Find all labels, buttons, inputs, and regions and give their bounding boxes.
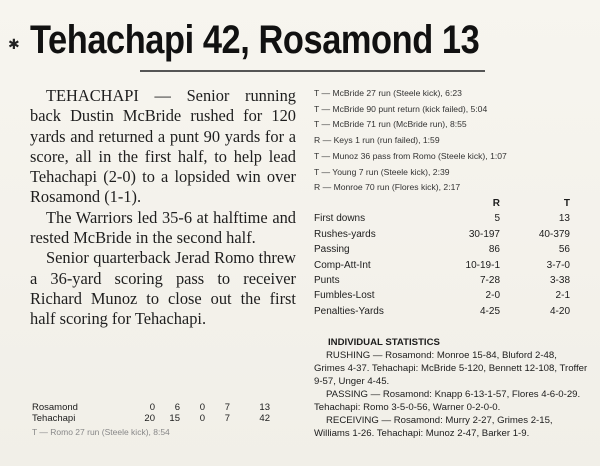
receiving-stats: RECEIVING — Rosamond: Murry 2-27, Grimes 2-15, Williams 1-26. Tehachapi: Munoz 2-47, Barker 1-9.	[314, 415, 553, 439]
scoring-play: R — Monroe 70 run (Flores kick), 2:17	[314, 182, 461, 193]
scoring-summary	[314, 86, 596, 196]
story-body	[30, 86, 296, 330]
rushing-stats: RUSHING — Rosamond: Monroe 15-84, Bluford 2-48, Grimes 4-37. Tehachapi: McBride 5-120, Bennett 12-108, Troffer 9-57, Unger 4-45.	[314, 350, 588, 387]
individual-stats-title: INDIVIDUAL STATISTICS	[328, 337, 440, 348]
scoring-play: T — McBride 90 punt return (kick failed), 5:04	[314, 103, 488, 114]
linescore-q1: 0	[149, 402, 155, 413]
linescore-team: Tehachapi	[32, 413, 76, 424]
linescore-total: 42	[259, 413, 270, 424]
linescore-total: 13	[259, 402, 270, 413]
story-paragraph: TEHACHAPI — Senior running back Dustin McBride rushed for 120 yards and returned a punt 90 yards for a score, all in the first half, to help lead Tehachapi (2-0) to a lopsided win over Rosamond (1-1).	[30, 86, 296, 207]
scoring-play: T — McBride 27 run (Steele kick), 6:23	[314, 88, 462, 98]
column-header-r: R	[492, 198, 500, 209]
individual-stats	[314, 336, 590, 440]
linescore	[32, 402, 298, 438]
linescore-q4: 7	[224, 402, 230, 413]
column-header-t: T	[563, 198, 570, 209]
linescore-row	[32, 402, 298, 413]
team-stats-row: Rushes-yards 30-197 40-379	[314, 228, 570, 240]
team-stats-row: Passing 86 56	[314, 244, 570, 256]
team-stats-table	[314, 196, 584, 319]
team-stats-header	[314, 196, 584, 211]
scoring-play: T — Young 7 run (Steele kick), 2:39	[314, 166, 450, 177]
headline: Tehachapi 42, Rosamond 13	[30, 18, 480, 62]
linescore-row	[32, 413, 298, 424]
scoring-play: R — Keys 1 run (run failed), 1:59	[314, 135, 440, 146]
team-stats-row: Fumbles-Lost 2-0 2-1	[314, 290, 570, 302]
passing-stats: PASSING — Rosamond: Knapp 6-13-1-57, Flores 4-6-0-29. Tehachapi: Romo 3-5-0-56, Warner 0-2-0-0.	[314, 389, 581, 413]
linescore-q2: 6	[174, 402, 180, 413]
linescore-q3: 0	[199, 413, 205, 424]
story-paragraph: Senior quarterback Jerad Romo threw a 36-yard scoring pass to receiver Richard Munoz to close out the first half scoring for Tehachapi.	[30, 248, 296, 329]
ink-speck: ✱	[8, 36, 20, 52]
linescore-q3: 0	[199, 402, 205, 413]
team-stats-row: First downs 5 13	[314, 213, 570, 225]
team-stats-row: Penalties-Yards 4-25 4-20	[314, 305, 570, 317]
team-stats-row: Comp-Att-Int 10-19-1 3-7-0	[314, 259, 570, 271]
linescore-q2: 15	[169, 413, 180, 424]
linescore-team: Rosamond	[32, 402, 78, 413]
team-stats-row: Punts 7-28 3-38	[314, 275, 570, 287]
linescore-q4: 7	[224, 413, 230, 424]
linescore-q1: 20	[144, 413, 155, 424]
scoring-play: T — McBride 71 run (McBride run), 8:55	[314, 119, 467, 130]
headline-rule	[140, 70, 485, 72]
story-paragraph: The Warriors led 35-6 at halftime and rested McBride in the second half.	[30, 207, 296, 248]
first-scoring-play: T — Romo 27 run (Steele kick), 8:54	[32, 427, 170, 437]
scoring-play: T — Munoz 36 pass from Romo (Steele kick), 1:07	[314, 150, 507, 161]
